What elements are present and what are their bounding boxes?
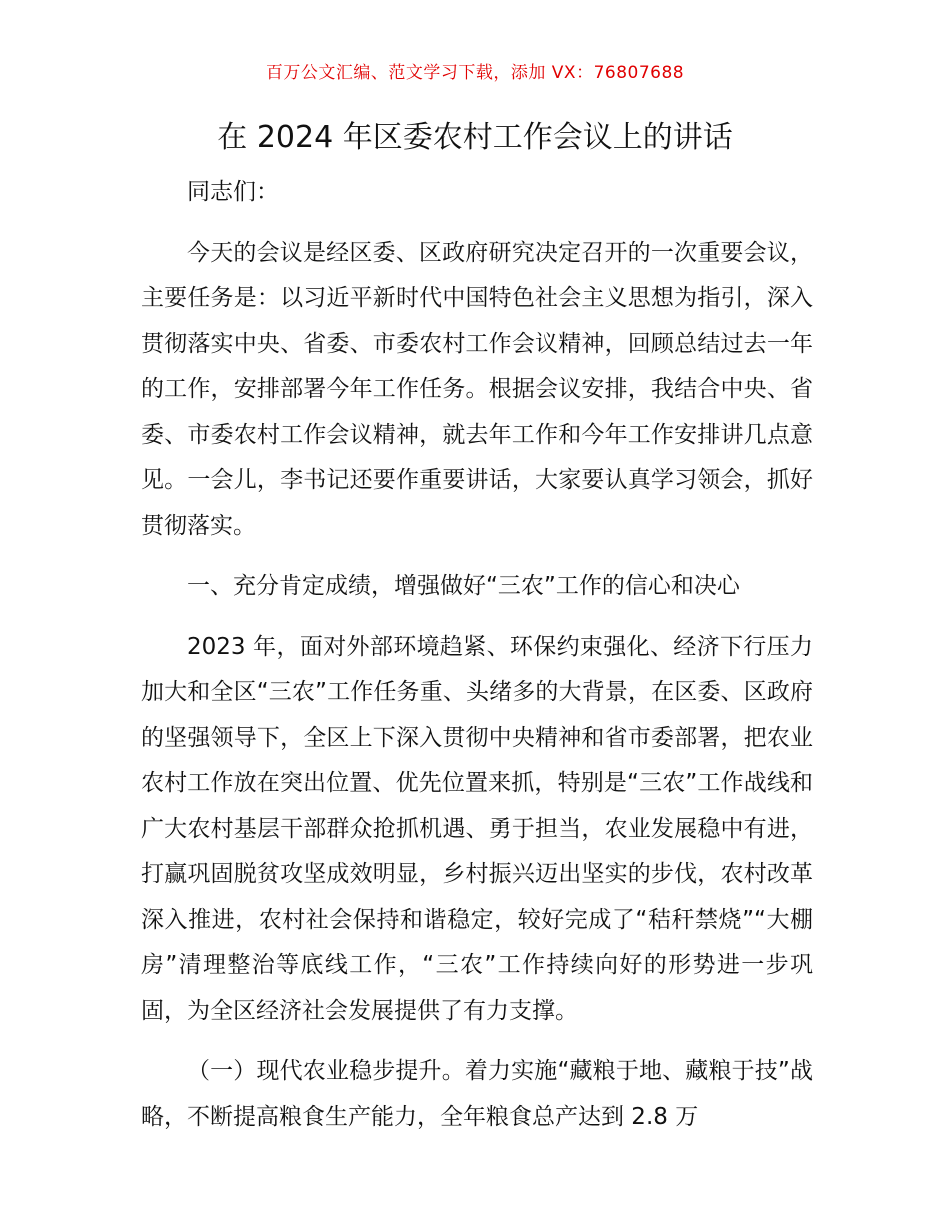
paragraph-2023-review: 2023 年，面对外部环境趋紧、环保约束强化、经济下行压力加大和全区“三农”工作任务重、头绪多的大背景，在区委、区政府的坚强领导下，全区上下深入贯彻中央精神和省市委部署，把农业农村工作放在突出位置、优先位置来抓，特别是“三农”工作战线和广大农村基层干部群众抢抓机遇、勇于担当，农业发展稳中有进，打赢巩固脱贫攻坚成效明显，乡村振兴迈出坚实的步伐，农村改革深入推进，农村社会保持和谐稳定，较好完成了“秸秆禁烧”“大棚房”清理整治等底线工作，“三农”工作持续向好的形势进一步巩固，为全区经济社会发展提供了有力支撑。 <box>141 633 813 1024</box>
paragraph-intro: 今天的会议是经区委、区政府研究决定召开的一次重要会议，主要任务是：以习近平新时代中国特色社会主义思想为指引，深入贯彻落实中央、省委、市委农村工作会议精神，回顾总结过去一年的工作，安排部署今年工作任务。根据会议安排，我结合中央、省委、市委农村工作会议精神，就去年工作和今年工作安排讲几点意见。一会儿，李书记还要作重要讲话，大家要认真学习领会，抓好贯彻落实。 <box>141 239 813 539</box>
document-title: 在 2024 年区委农村工作会议上的讲话 <box>217 120 733 155</box>
subsection-heading-1: （一）现代农业稳步提升。着力实施“藏粮于地、藏粮于技”战略，不断提高粮食生产能力，全年粮食总产达到 2.8 万 <box>141 1058 813 1130</box>
salutation: 同志们： <box>187 179 279 205</box>
document-body <box>141 170 813 1140</box>
section-heading-1: 一、充分肯定成绩，增强做好“三农”工作的信心和决心 <box>187 573 740 599</box>
watermark-header: 百万公文汇编、范文学习下载，添加 VX：76807688 <box>265 63 685 83</box>
